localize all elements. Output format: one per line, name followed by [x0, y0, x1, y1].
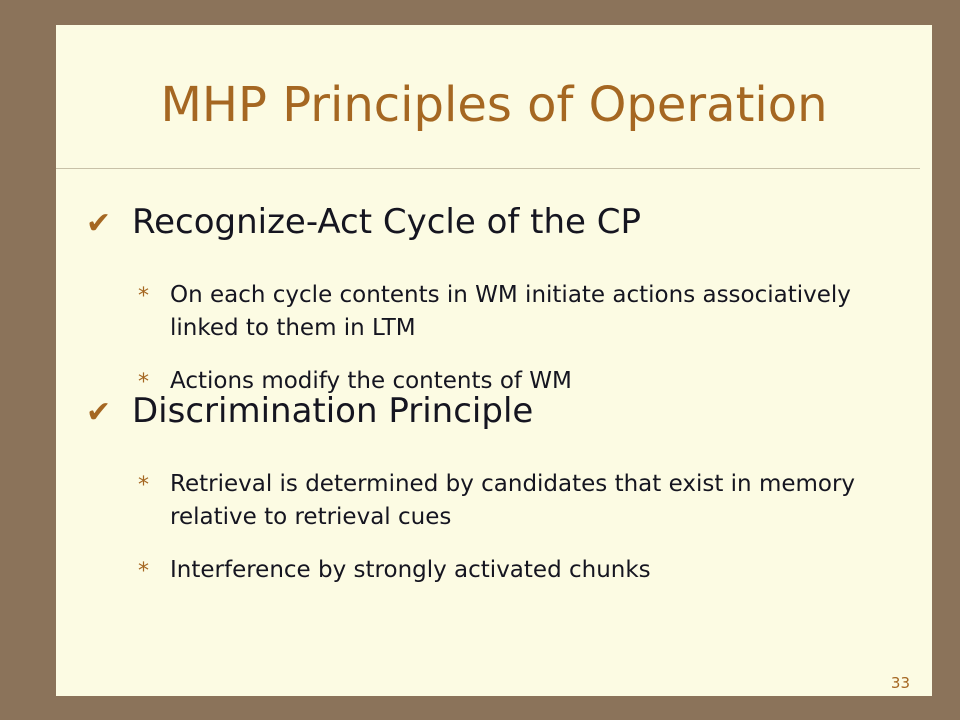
title-divider [56, 168, 920, 169]
check-icon: ✔ [86, 206, 112, 241]
bullet-text: Recognize-Act Cycle of the CP [132, 202, 642, 242]
asterisk-icon: * [138, 370, 149, 395]
slide [56, 25, 932, 696]
slide-title: MHP Principles of Operation [160, 77, 828, 133]
sub-bullet [138, 468, 918, 533]
sub-bullet [138, 279, 918, 344]
sub-bullet-text: On each cycle contents in WM initiate actions associatively linked to them in LTM [170, 282, 851, 341]
asterisk-icon: * [138, 473, 149, 498]
asterisk-icon: * [138, 559, 149, 584]
page-number: 33 [890, 674, 910, 692]
sub-bullet-text: Interference by strongly activated chunks [170, 557, 651, 583]
sub-bullet [138, 554, 918, 587]
bullet-text: Discrimination Principle [132, 391, 534, 431]
check-icon: ✔ [86, 395, 112, 430]
bullet-recognize-act [86, 203, 641, 242]
sub-bullet-text: Actions modify the contents of WM [170, 368, 572, 394]
asterisk-icon: * [138, 284, 149, 309]
sub-bullet-text: Retrieval is determined by candidates that exist in memory relative to retrieval cues [170, 471, 856, 530]
bullet-discrimination [86, 392, 533, 431]
